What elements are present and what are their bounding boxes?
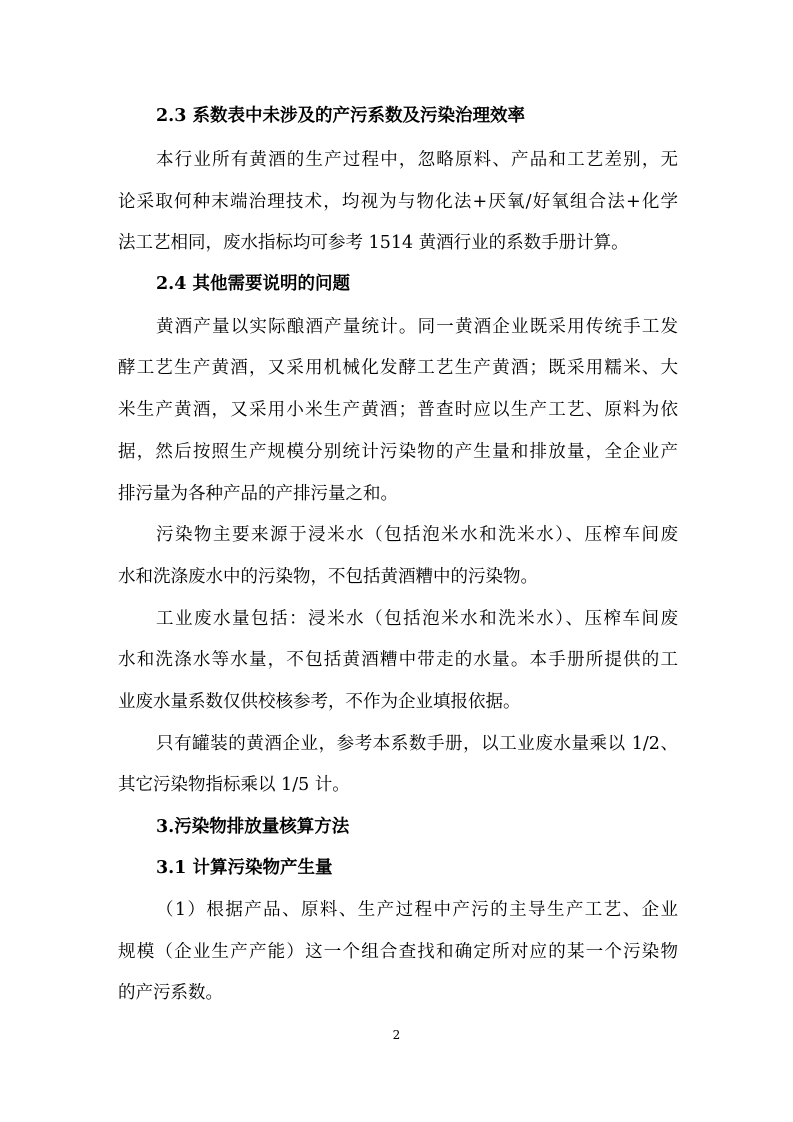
paragraph-line: 排污量为各种产品的产排污量之和。 bbox=[118, 484, 398, 504]
paragraph-line: 业废水量系数仅供校核参考，不作为企业填报依据。 bbox=[118, 692, 521, 712]
paragraph-line: 只有罐装的黄酒企业，参考本系数手册，以工业废水量乘以 1/2、 bbox=[156, 734, 678, 754]
section-3-heading: 3.污染物排放量核算方法 bbox=[156, 817, 350, 837]
paragraph-line: 的产污系数。 bbox=[118, 983, 223, 1003]
section-2-4-heading: 2.4 其他需要说明的问题 bbox=[156, 274, 351, 294]
paragraph-line: 水和洗涤水等水量，不包括黄酒糟中带走的水量。本手册所提供的工 bbox=[118, 650, 678, 670]
paragraph-line: （1）根据产品、原料、生产过程中产污的主导生产工艺、企业 bbox=[156, 900, 678, 920]
paragraph-line: 本行业所有黄酒的生产过程中，忽略原料、产品和工艺差别，无 bbox=[156, 150, 678, 170]
paragraph-line: 据，然后按照生产规模分别统计污染物的产生量和排放量，全企业产 bbox=[118, 442, 678, 462]
paragraph-line: 米生产黄酒，又采用小米生产黄酒；普查时应以生产工艺、原料为依 bbox=[118, 400, 678, 420]
page-number: 2 bbox=[392, 1028, 401, 1042]
paragraph-line: 其它污染物指标乘以 1/5 计。 bbox=[118, 775, 350, 795]
section-2-3-heading: 2.3 系数表中未涉及的产污系数及污染治理效率 bbox=[156, 106, 526, 126]
paragraph-line: 污染物主要来源于浸米水（包括泡米水和洗米水）、压榨车间废 bbox=[156, 525, 678, 545]
paragraph-line: 论采取何种末端治理技术，均视为与物化法+厌氧/好氧组合法+化学 bbox=[118, 192, 678, 212]
paragraph-line: 工业废水量包括：浸米水（包括泡米水和洗米水）、压榨车间废 bbox=[156, 609, 678, 629]
section-3-1-heading: 3.1 计算污染物产生量 bbox=[156, 858, 333, 878]
paragraph-line: 黄酒产量以实际酿酒产量统计。同一黄酒企业既采用传统手工发 bbox=[156, 317, 678, 337]
paragraph-line: 酵工艺生产黄酒，又采用机械化发酵工艺生产黄酒；既采用糯米、大 bbox=[118, 358, 678, 378]
paragraph-line: 水和洗涤废水中的污染物，不包括黄酒糟中的污染物。 bbox=[118, 567, 538, 587]
paragraph-line: 规模（企业生产产能）这一个组合查找和确定所对应的某一个污染物 bbox=[118, 942, 678, 962]
paragraph-line: 法工艺相同，废水指标均可参考 1514 黄酒行业的系数手册计算。 bbox=[118, 233, 629, 253]
